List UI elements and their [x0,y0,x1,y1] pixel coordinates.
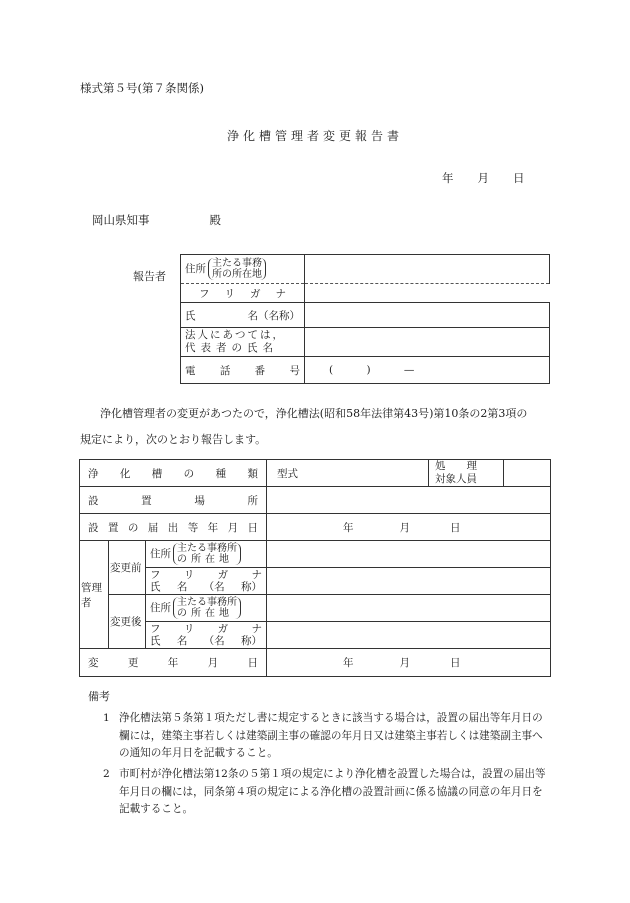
reporter-phone-label: 電 話 番 号 [181,357,305,384]
date-year-label: 年 [442,171,454,185]
reporter-label: 報告者 [133,270,166,283]
reporter-furigana-label: フ リ ガ ナ [181,284,305,303]
before-address-label: 住所 主たる事務所 の所在地 [146,541,267,568]
change-date-field[interactable]: 年 月 日 [267,649,551,677]
capacity-label: 処 理 対象人員 [429,460,504,487]
after-address-bracket: 主たる事務所 の所在地 [173,597,241,619]
before-address-field[interactable] [267,541,551,568]
main-table [79,459,551,677]
date-month-label: 月 [477,171,489,185]
notify-date-label: 設 置 の 届 出 等 年 月 日 [80,514,267,541]
notes-heading: 備考 [88,690,110,703]
form-number: 様式第５号(第７条関係) [80,81,204,95]
capacity-field[interactable] [504,460,551,487]
note-number: 2 [103,768,110,780]
reporter-corp-label: 法人にあつては， 代表者の氏名 [181,328,305,357]
reporter-furigana-field[interactable] [305,284,550,303]
note-item-1 [103,710,548,763]
note-number: 1 [103,712,110,724]
reporter-name-label: 氏 名（名称） [181,303,305,328]
place-field[interactable] [267,487,551,514]
change-date-label: 変 更 年 月 日 [80,649,267,677]
body-paragraph-line2: 規定により，次のとおり報告します。 [80,433,267,446]
addressee [92,212,221,228]
reporter-address-field[interactable] [305,255,550,284]
after-address-label: 住所 主たる事務所 の所在地 [146,595,267,622]
before-name-label: フ リ ガ ナ 氏 名 （名 称） [146,568,267,595]
reporter-table [180,254,550,384]
before-label: 変更前 [109,541,146,595]
report-date [442,170,525,186]
before-address-bracket: 主たる事務所 の所在地 [173,543,241,565]
note-text: 市町村が浄化槽法第12条の５第１項の規定により浄化槽を設置した場合は，設置の届出等年月日の欄には，同条第４項の規定による浄化槽の設置計画に係る協議の同意の年月日を記載すること。 [119,768,546,815]
reporter-name-field[interactable] [305,303,550,328]
after-name-label: フ リ ガ ナ 氏 名 （名 称） [146,622,267,649]
note-text: 浄化槽法第５条第１項ただし書に規定するときに該当する場合は，設置の届出等年月日の欄には，建築主事若しくは建築副主事の確認の年月日又は建築主事若しくは建築副主事への通知の年月日を記載すること。 [119,712,543,759]
place-label: 設 置 場 所 [80,487,267,514]
phone-paren-open: ( [329,364,334,376]
tank-type-label: 浄 化 槽 の 種 類 [80,460,267,487]
reporter-representative-field[interactable] [305,328,550,357]
phone-dash: — [403,364,415,376]
address-bracket: 主たる事務 所の所在地 [208,258,266,280]
after-label: 変更後 [109,595,146,649]
model-label: 型式 [277,467,298,480]
reporter-address-label: 住所 主たる事務 所の所在地 [181,255,305,284]
addressee-name: 岡山県知事 [92,213,150,227]
note-item-2 [103,766,548,819]
before-name-field[interactable] [267,568,551,595]
body-paragraph-line1: 浄化槽管理者の変更があつたので，浄化槽法(昭和58年法律第43号)第10条の2第3項の [100,407,528,420]
after-address-field[interactable] [267,595,551,622]
manager-label: 管理者 [80,541,109,649]
page-title: 浄化槽管理者変更報告書 [226,129,403,143]
after-name-field[interactable] [267,622,551,649]
notify-date-field[interactable]: 年 月 日 [267,514,551,541]
date-day-label: 日 [513,171,525,185]
phone-paren-close: ) [366,364,371,376]
model-cell[interactable] [267,460,411,487]
reporter-phone-field[interactable] [305,357,550,384]
addressee-honorific: 殿 [209,213,221,227]
